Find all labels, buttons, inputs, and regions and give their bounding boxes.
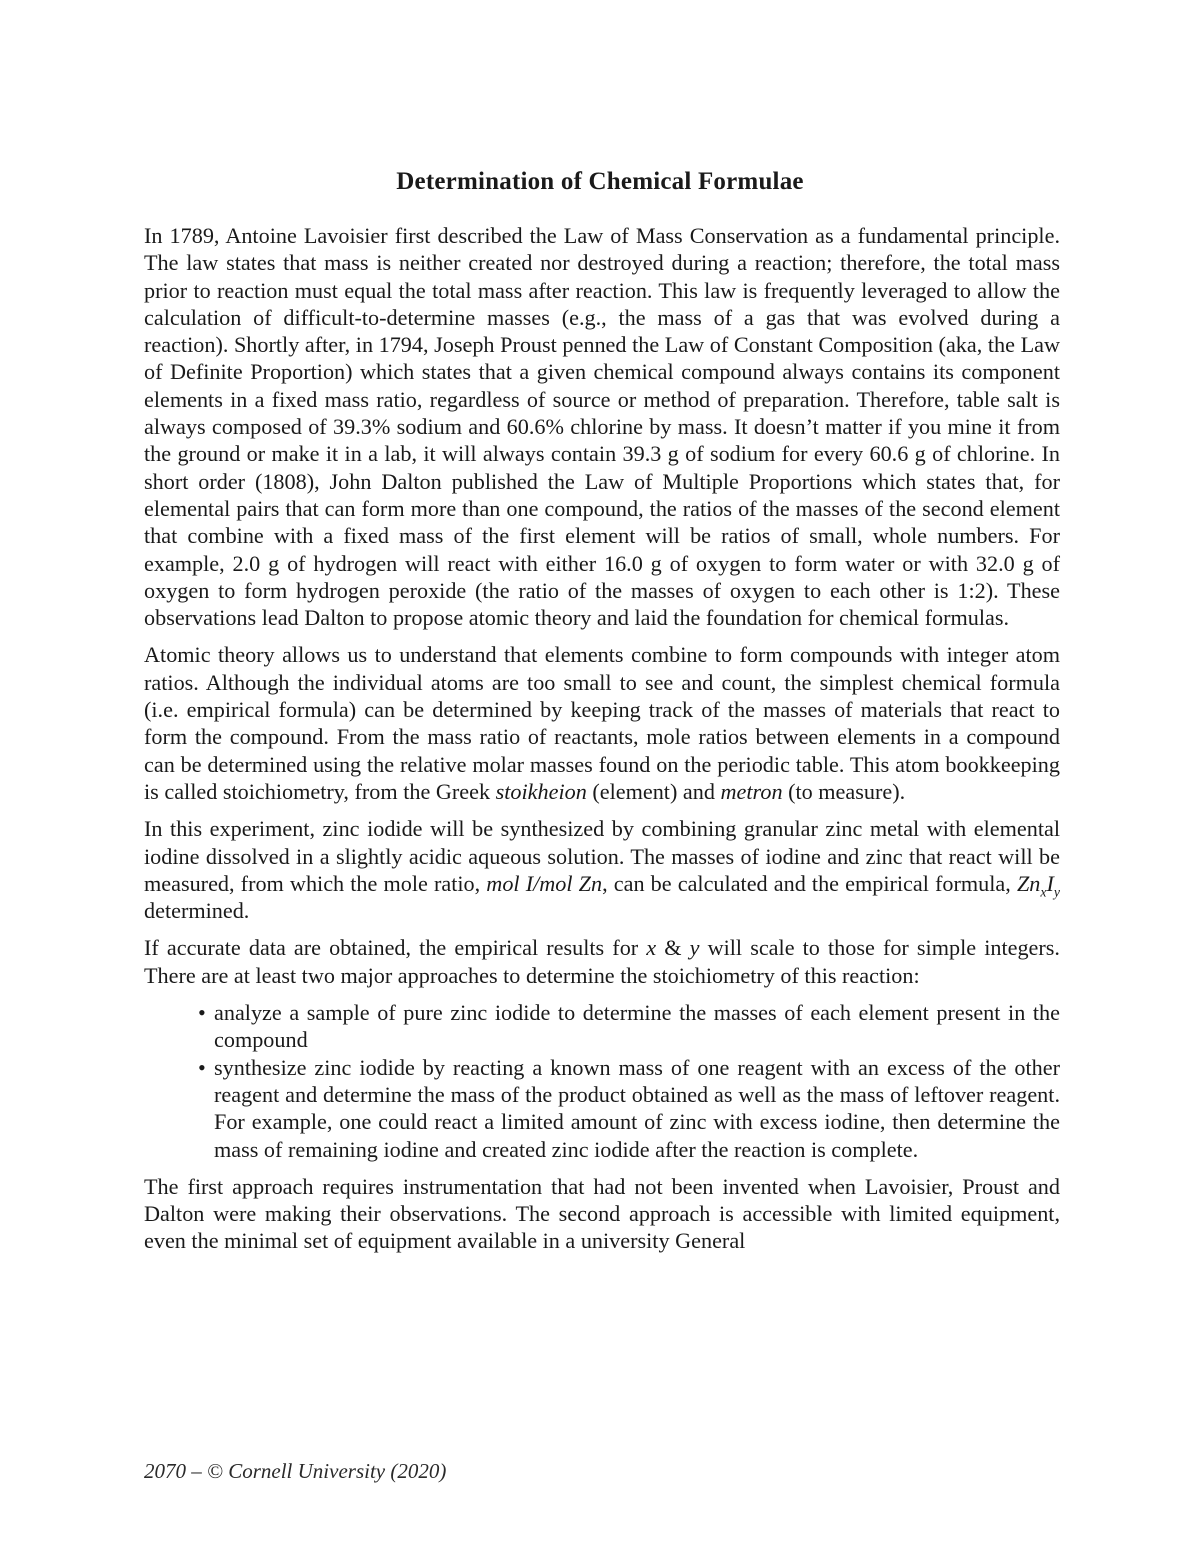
italic-term: stoikheion [495, 778, 587, 804]
page-title: Determination of Chemical Formulae [396, 168, 804, 195]
list-item-text: analyze a sample of pure zinc iodide to determine the masses of each element present in the compound [214, 1000, 1060, 1053]
paragraph-instrumentation: The first approach requires instrumentation that had not been invented when Lavoisier, Proust and Dalton were making their observations. The second approach is accessible with limited equipment, even the minimal set of equipment available in a university General [144, 1173, 1060, 1254]
paragraph-approaches [144, 934, 1060, 989]
text-run: In this experiment, zinc iodide will be synthesized by combining granular zinc metal with elemental iodine dissolved in a slightly acidic aqueous solution. The masses of iodine and zinc that react will be measured, from which the mole ratio, [144, 816, 1060, 896]
text-run: (element) and [586, 778, 721, 804]
text-run: will scale to those for simple integers. There are at least two major approaches to determine the stoichiometry of this reaction: [144, 935, 1060, 988]
italic-var-y: y [689, 935, 700, 961]
italic-term: metron [720, 778, 783, 804]
formula-i: I [1046, 870, 1054, 896]
approach-list [144, 999, 1060, 1163]
formula-zn: Zn [1016, 870, 1041, 896]
text-run: , can be calculated and the empirical formula, [602, 870, 1017, 896]
formula-sub-x: x [1040, 884, 1047, 900]
formula-sub-y: y [1053, 884, 1060, 900]
list-item-text: synthesize zinc iodide by reacting a known mass of one reagent with an excess of the other reagent and determine the mass of the product obtained as well as the mass of leftover reagent. For example, one could react a limited amount of zinc with excess iodine, then determine the mass of remaining iodine and created zinc iodide after the reaction is complete. [214, 1054, 1060, 1162]
bullet-icon: • [198, 1000, 206, 1026]
list-item [198, 999, 1060, 1054]
paragraph-history: In 1789, Antoine Lavoisier first described the Law of Mass Conservation as a fundamental principle. The law states that mass is neither created nor destroyed during a reaction; therefore, the total mass prior to reaction must equal the total mass after reaction. This law is frequently leveraged to allow the calculation of difficult-to-determine masses (e.g., the mass of a gas that was evolved during a reaction). Shortly after, in 1794, Joseph Proust penned the Law of Constant Composition (aka, the Law of Definite Proportion) which states that a given chemical compound always contains its component elements in a fixed mass ratio, regardless of source or method of preparation. Therefore, table salt is always composed of 39.3% sodium and 60.6% chlorine by mass. It doesn’t matter if you mine it from the ground or make it in a lab, it will always contain 39.3 g of sodium for every 60.6 g of chlorine. In short order (1808), John Dalton published the Law of Multiple Proportions which states that, for elemental pairs that can form more than one compound, the ratios of the masses of the second element that combine with a fixed mass of the first element will be ratios of small, whole numbers. For example, 2.0 g of hydrogen will react with either 16.0 g of oxygen to form water or with 32.0 g of oxygen to form hydrogen peroxide (the ratio of the masses of oxygen to each other is 1:2). These observations lead Dalton to propose atomic theory and laid the foundation for chemical formulas. [144, 223, 1060, 631]
italic-term: mol I/mol Zn [486, 870, 603, 896]
page-footer: 2070 – © Cornell University (2020) [144, 1459, 447, 1483]
bullet-icon: • [198, 1054, 206, 1080]
text-run: Atomic theory allows us to understand that elements combine to form compounds with integer atom ratios. Although the individual atoms are too small to see and count, the simplest chemical formula (i.e. empirical formula) can be determined by keeping track of the masses of materials that react to form the compound. From the mass ratio of reactants, mole ratios between elements in a compound can be determined using the relative molar masses found on the periodic table. This atom bookkeeping is called stoichiometry, from the Greek [144, 642, 1060, 804]
document-body [144, 222, 1060, 1265]
text-run: determined. [144, 898, 250, 924]
text-run: (to measure). [782, 778, 906, 804]
paragraph-atomic-theory [144, 641, 1060, 805]
text-run: If accurate data are obtained, the empirical results for [144, 935, 647, 961]
paragraph-experiment [144, 815, 1060, 924]
italic-var-x: x [646, 935, 657, 961]
text-run: & [656, 935, 690, 961]
list-item [198, 1054, 1060, 1163]
